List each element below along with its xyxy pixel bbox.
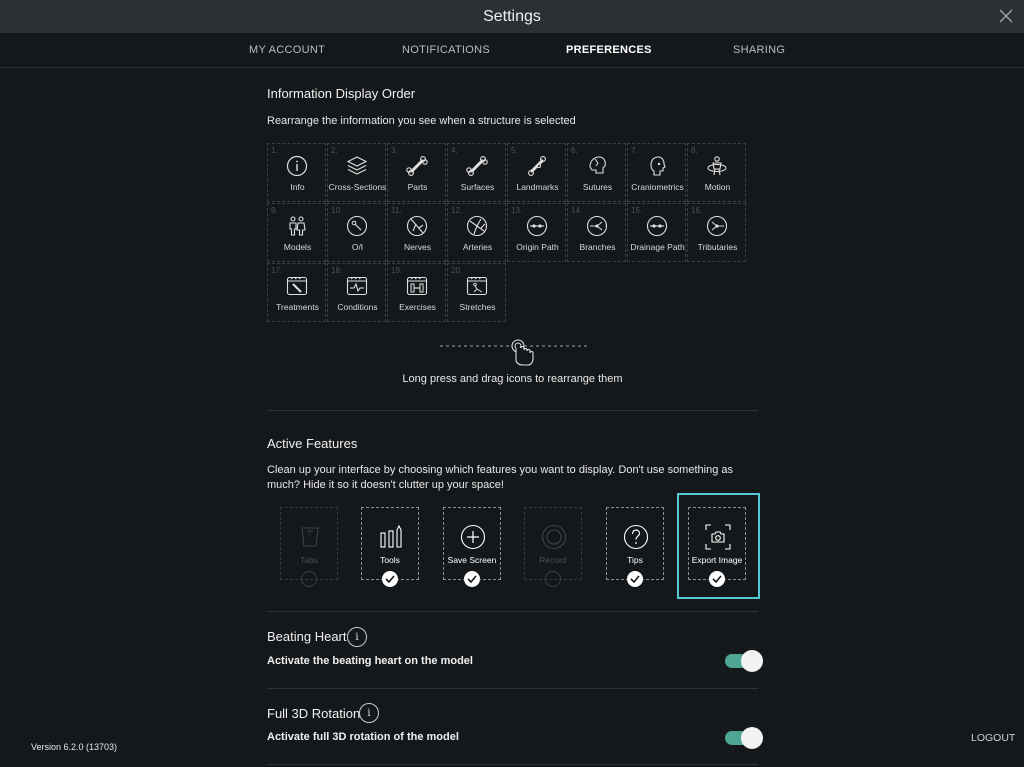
beating-heart-description: Activate the beating heart on the model <box>267 655 473 667</box>
display-item-sutures[interactable] <box>567 143 626 202</box>
display-item-stretches[interactable] <box>447 263 506 322</box>
tab-sharing[interactable]: SHARING <box>733 44 786 56</box>
display-item-oi[interactable] <box>327 203 386 262</box>
origin-insertion-icon <box>346 215 368 237</box>
tabs-icon <box>297 524 323 550</box>
display-item-label: Treatments <box>276 302 319 312</box>
feature-tabs[interactable] <box>280 507 338 580</box>
display-item-origin-path[interactable] <box>507 203 566 262</box>
display-item-label: Origin Path <box>516 242 559 252</box>
treatment-icon <box>286 275 308 297</box>
item-number: 1. <box>271 146 278 155</box>
item-number: 3. <box>391 146 398 155</box>
display-item-label: Craniometrics <box>631 182 684 192</box>
display-item-label: Nerves <box>404 242 431 252</box>
rotation-toggle[interactable] <box>725 731 761 745</box>
close-icon[interactable] <box>996 6 1016 26</box>
active-features-title: Active Features <box>267 436 358 451</box>
display-item-drainage-path[interactable] <box>627 203 686 262</box>
display-item-exercises[interactable] <box>387 263 446 322</box>
feature-checkbox[interactable] <box>627 571 643 587</box>
display-item-info[interactable] <box>267 143 326 202</box>
item-number: 14. <box>571 206 583 215</box>
drag-hint-text: Long press and drag icons to rearrange them <box>402 373 623 385</box>
item-number: 20. <box>451 266 463 275</box>
item-number: 18. <box>331 266 343 275</box>
section-divider <box>267 611 758 612</box>
head-icon <box>646 155 668 177</box>
tributaries-icon <box>706 215 728 237</box>
display-item-models[interactable] <box>267 203 326 262</box>
item-number: 9. <box>271 206 278 215</box>
people-icon <box>286 215 308 237</box>
display-item-label: Cross-Sections <box>328 182 387 192</box>
title-bar <box>0 0 1024 33</box>
export-image-highlight <box>677 493 760 599</box>
item-number: 19. <box>391 266 403 275</box>
nerve-icon <box>406 215 428 237</box>
toggle-knob <box>741 727 763 749</box>
item-number: 11. <box>391 206 402 215</box>
feature-checkbox[interactable] <box>545 571 561 587</box>
item-number: 12. <box>451 206 463 215</box>
display-item-label: Surfaces <box>460 182 495 192</box>
display-item-treatments[interactable] <box>267 263 326 322</box>
display-item-motion[interactable] <box>687 143 746 202</box>
display-item-label: Sutures <box>582 182 613 192</box>
item-number: 13. <box>511 206 523 215</box>
section-divider <box>267 764 758 765</box>
display-item-label: Info <box>290 182 305 192</box>
skull-icon <box>586 155 608 177</box>
item-number: 15. <box>631 206 643 215</box>
item-number: 4. <box>451 146 458 155</box>
display-item-label: Branches <box>579 242 616 252</box>
display-item-conditions[interactable] <box>327 263 386 322</box>
feature-label: Save Screen <box>447 555 497 565</box>
feature-label: Tips <box>627 555 643 565</box>
motion-icon <box>706 155 728 177</box>
display-item-arteries[interactable] <box>447 203 506 262</box>
item-number: 8. <box>691 146 698 155</box>
display-item-landmarks[interactable] <box>507 143 566 202</box>
artery-icon <box>466 215 488 237</box>
tab-preferences[interactable]: PREFERENCES <box>566 44 652 56</box>
beating-heart-info-icon[interactable]: i <box>347 627 367 647</box>
tab-my-account[interactable]: MY ACCOUNT <box>249 44 326 56</box>
beating-heart-toggle[interactable] <box>725 654 761 668</box>
rotation-info-icon[interactable]: i <box>359 703 379 723</box>
item-number: 17. <box>271 266 283 275</box>
plus-circle-icon <box>460 524 486 550</box>
exercise-icon <box>406 275 428 297</box>
drainage-icon <box>646 215 668 237</box>
rotation-title: Full 3D Rotation <box>267 706 361 721</box>
item-number: 10. <box>331 206 343 215</box>
tab-notifications[interactable]: NOTIFICATIONS <box>402 44 491 56</box>
stretch-icon <box>466 275 488 297</box>
display-item-label: O/I <box>351 242 364 252</box>
version-label: Version 6.2.0 (13703) <box>31 742 118 752</box>
feature-record[interactable] <box>524 507 582 580</box>
display-item-label: Exercises <box>399 302 436 312</box>
logout-button[interactable]: LOGOUT <box>971 732 1016 744</box>
drag-hint-graphic <box>440 336 590 368</box>
toggle-knob <box>741 650 763 672</box>
feature-tips[interactable] <box>606 507 664 580</box>
display-item-label: Stretches <box>459 302 496 312</box>
feature-checkbox[interactable] <box>382 571 398 587</box>
display-item-label: Tributaries <box>697 242 738 252</box>
feature-label: Export Image <box>691 555 743 565</box>
branches-icon <box>586 215 608 237</box>
feature-checkbox[interactable] <box>301 571 317 587</box>
display-item-label: Motion <box>704 182 731 192</box>
record-icon <box>541 524 567 550</box>
feature-tools[interactable] <box>361 507 419 580</box>
layers-icon <box>346 155 368 177</box>
item-number: 6. <box>571 146 578 155</box>
display-item-label: Drainage Path <box>630 242 685 252</box>
conditions-icon <box>346 275 368 297</box>
display-item-surfaces[interactable] <box>447 143 506 202</box>
display-item-label: Arteries <box>462 242 493 252</box>
display-item-label: Conditions <box>337 302 378 312</box>
display-item-tributaries[interactable] <box>687 203 746 262</box>
bone-icon <box>466 155 488 177</box>
display-item-nerves[interactable] <box>387 203 446 262</box>
display-item-branches[interactable] <box>567 203 626 262</box>
item-number: 5. <box>511 146 518 155</box>
section-divider <box>267 688 758 689</box>
question-icon <box>623 524 649 550</box>
display-item-cross-sections[interactable] <box>327 143 386 202</box>
item-number: 16. <box>691 206 703 215</box>
rotation-description: Activate full 3D rotation of the model <box>267 731 459 743</box>
settings-tabs <box>0 33 1024 68</box>
display-item-label: Parts <box>407 182 428 192</box>
bone-icon <box>406 155 428 177</box>
feature-label: Record <box>539 555 567 565</box>
item-number: 7. <box>631 146 638 155</box>
window-title: Settings <box>483 7 541 25</box>
feature-label: Tools <box>380 555 400 565</box>
display-item-label: Models <box>283 242 312 252</box>
section-divider <box>267 410 758 411</box>
item-number: 2. <box>331 146 338 155</box>
feature-checkbox[interactable] <box>464 571 480 587</box>
display-item-parts[interactable] <box>387 143 446 202</box>
feature-label: Tabs <box>300 555 318 565</box>
active-features-description: Clean up your interface by choosing which features you want to display. Don't use something as much? Hide it so it doesn't clutter up your space! <box>267 464 733 491</box>
info-icon <box>286 155 308 177</box>
bone-landmark-icon <box>526 155 548 177</box>
feature-save-screen[interactable] <box>443 507 501 580</box>
tools-icon <box>378 524 404 550</box>
display-order-description: Rearrange the information you see when a structure is selected <box>267 115 576 127</box>
path-icon <box>526 215 548 237</box>
display-order-title: Information Display Order <box>267 86 416 101</box>
beating-heart-title: Beating Heart <box>267 629 347 644</box>
display-item-craniometrics[interactable] <box>627 143 686 202</box>
display-item-label: Landmarks <box>516 182 559 192</box>
